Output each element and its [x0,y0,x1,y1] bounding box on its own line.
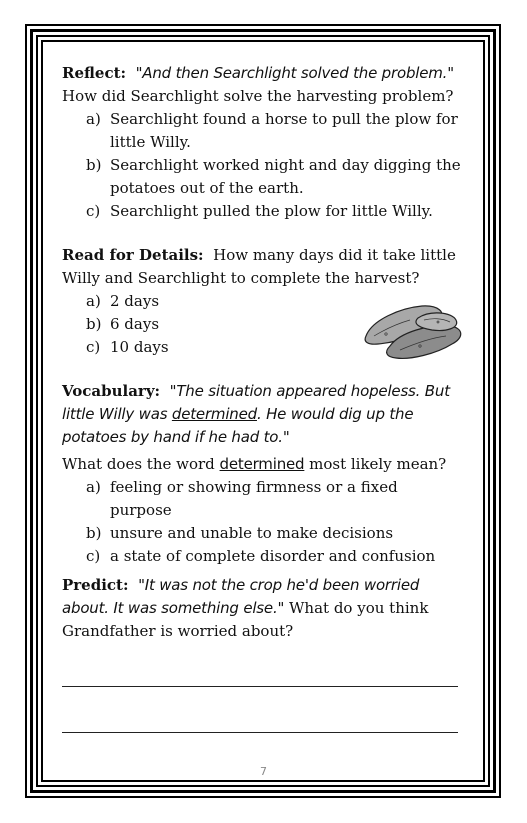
reflect-section [62,62,461,223]
vocabulary-quote-2: little Willy was determined. He would dig up the [62,405,414,423]
answer-line-1[interactable] [62,686,458,687]
vocabulary-section [62,380,462,568]
predict-question-2: Grandfather is worried about? [62,622,294,640]
predict-quote-2: about. It was something else." [62,599,285,617]
vocabulary-label: Vocabulary: [62,382,161,400]
predict-section [62,574,428,643]
vocabulary-quote-3: potatoes by hand if he had to." [62,428,290,446]
details-question-1: How many days did it take little [213,246,456,264]
vocabulary-question: What does the word determined most likely mean? [62,455,447,473]
reflect-option-c[interactable]: c) Searchlight pulled the plow for little Willy. [86,202,433,220]
details-option-b[interactable]: b) 6 days [86,315,160,333]
vocabulary-quote-1: "The situation appeared hopeless. But [169,382,450,400]
predict-question-1: What do you think [289,599,429,617]
answer-line-2[interactable] [62,732,458,733]
potatoes-illustration [360,302,464,364]
reflect-options [62,108,461,223]
details-option-c[interactable]: c) 10 days [86,338,169,356]
vocabulary-question-word: determined [219,455,305,473]
reflect-option-b[interactable]: b) Searchlight worked night and day digging the potatoes out of the earth. [86,156,461,197]
vocabulary-options [62,476,462,568]
reflect-option-a[interactable]: a) Searchlight found a horse to pull the plow for little Willy. [86,110,458,151]
reflect-quote: "And then Searchlight solved the problem." [135,64,454,82]
reflect-label: Reflect: [62,64,127,82]
vocabulary-option-c[interactable]: c) a state of complete disorder and confusion [86,547,436,565]
vocabulary-option-b[interactable]: b) unsure and unable to make decisions [86,524,394,542]
predict-label: Predict: [62,576,129,594]
vocabulary-word: determined [171,405,257,423]
vocabulary-option-a[interactable]: a) feeling or showing firmness or a fixed purpose [86,478,398,519]
page-number: 7 [260,765,267,778]
predict-quote-1: "It was not the crop he'd been worried [138,576,420,594]
details-label: Read for Details: [62,246,204,264]
reflect-question: How did Searchlight solve the harvesting problem? [62,87,454,105]
details-question-2: Willy and Searchlight to complete the harvest? [62,269,420,287]
details-option-a[interactable]: a) 2 days [86,292,160,310]
